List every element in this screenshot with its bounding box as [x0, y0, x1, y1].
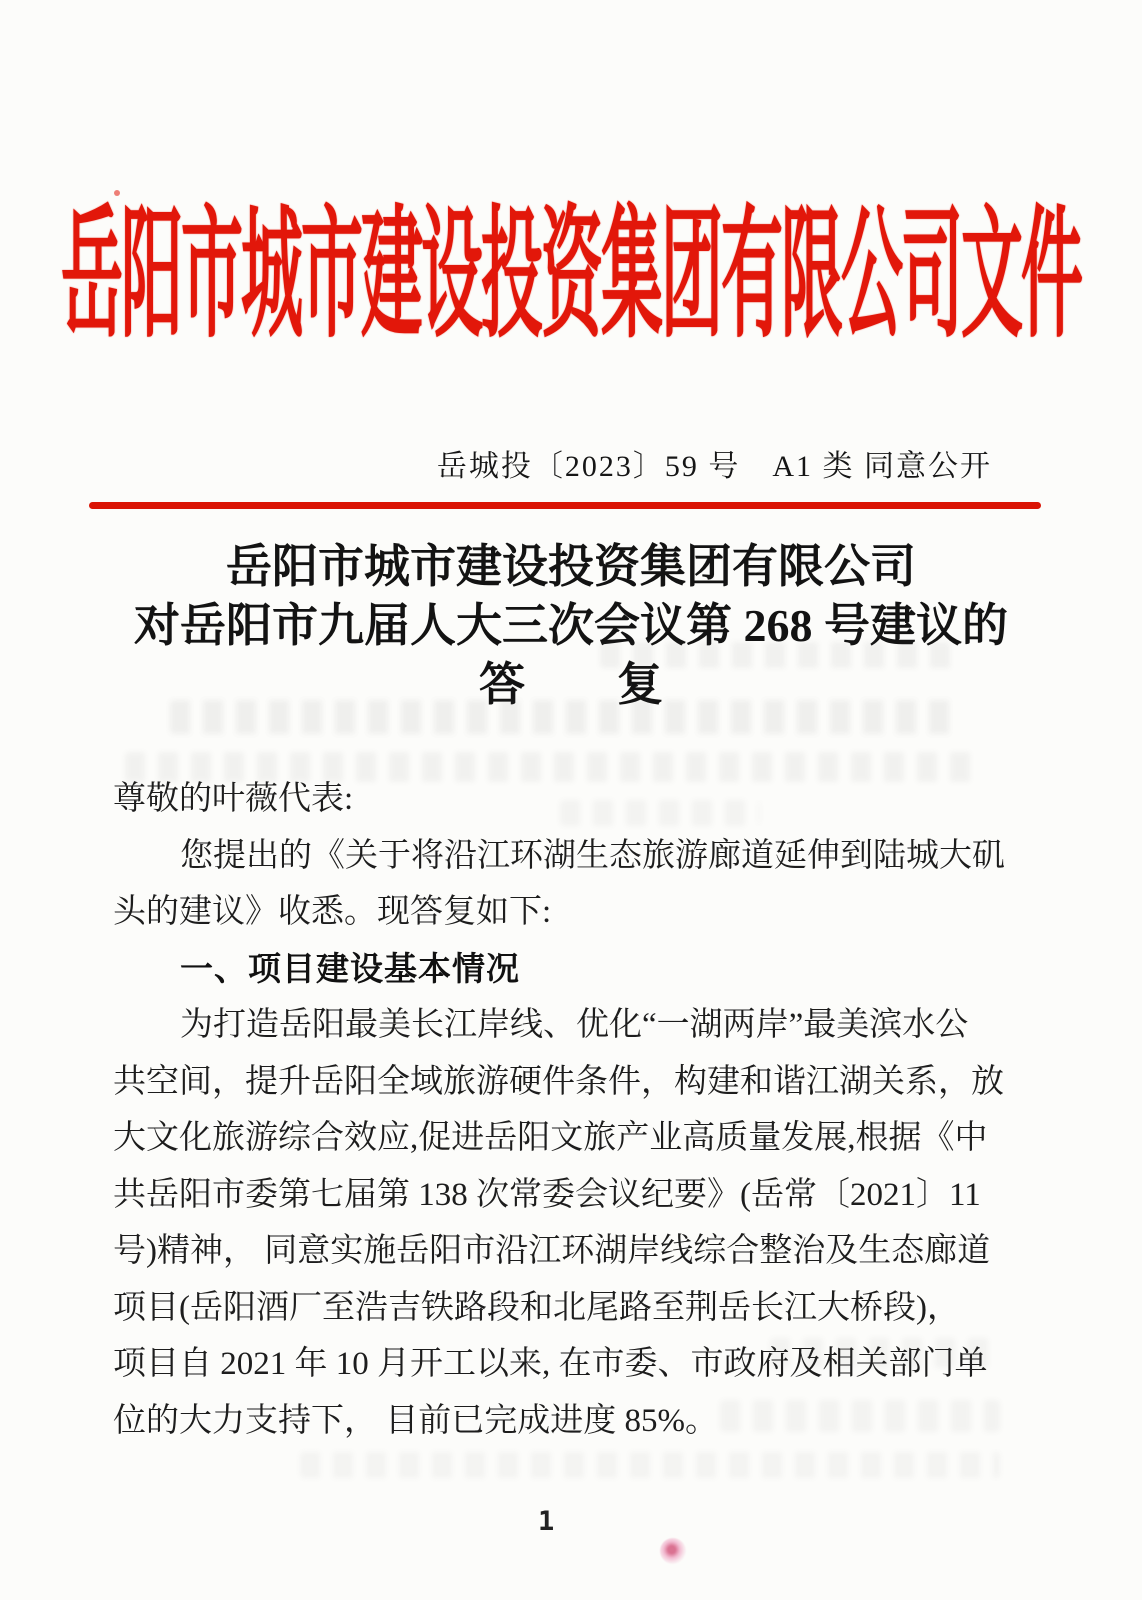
document-title: [0, 537, 1142, 714]
title-line-1: 岳阳市城市建设投资集团有限公司: [226, 541, 916, 592]
paragraph-2-line-3: 大文化旅游综合效应,促进岳阳文旅产业高质量发展,根据《中: [113, 1120, 988, 1156]
paragraph-1-line-1: 您提出的《关于将沿江环湖生态旅游廊道延伸到陆城大矶: [180, 837, 1005, 874]
paragraph-2-line-1: 为打造岳阳最美长江岸线、优化“一湖两岸”最美滨水公: [180, 1007, 969, 1043]
letterhead-banner: [0, 199, 1142, 356]
salutation: 尊敬的叶薇代表:: [113, 781, 354, 817]
paragraph-2-line-4: 共岳阳市委第七届第 138 次常委会议纪要》(岳常〔2021〕11: [113, 1176, 981, 1213]
paragraph-2-line-8: 位的大力支持下， 目前已完成进度 85%。: [113, 1402, 718, 1439]
paragraph-2-line-2: 共空间，提升岳阳全域旅游硬件条件，构建和谐江湖关系，放: [113, 1063, 1004, 1100]
section-1-heading: 一、项目建设基本情况: [180, 949, 520, 987]
paragraph-2-line-5: 号)精神， 同意实施岳阳市沿江环湖岸线综合整治及生态廊道: [113, 1233, 991, 1269]
red-separator-rule: [89, 502, 1041, 509]
title-line-2: 对岳阳市九届人大三次会议第 268 号建议的: [134, 600, 1008, 651]
title-line-3: 答 复: [479, 659, 663, 710]
paragraph-1-line-2: 头的建议》收悉。现答复如下:: [113, 894, 552, 930]
scan-speck: [114, 190, 120, 196]
doc-reference-number: 岳城投〔2023〕59 号 A1 类 同意公开: [436, 450, 992, 483]
paragraph-2-line-7: 项目自 2021 年 10 月开工以来, 在市委、市政府及相关部门单: [113, 1346, 988, 1382]
ink-smudge: [660, 1538, 686, 1564]
page-number: 1: [538, 1506, 555, 1537]
letterhead-title: 岳阳市城市建设投资集团有限公司文件: [60, 199, 1081, 356]
body-text: [113, 771, 1018, 1449]
bleed-through-mark: [300, 1452, 1000, 1478]
paragraph-2-line-6: 项目(岳阳酒厂至浩吉铁路段和北尾路至荆岳长江大桥段)，: [113, 1289, 960, 1326]
